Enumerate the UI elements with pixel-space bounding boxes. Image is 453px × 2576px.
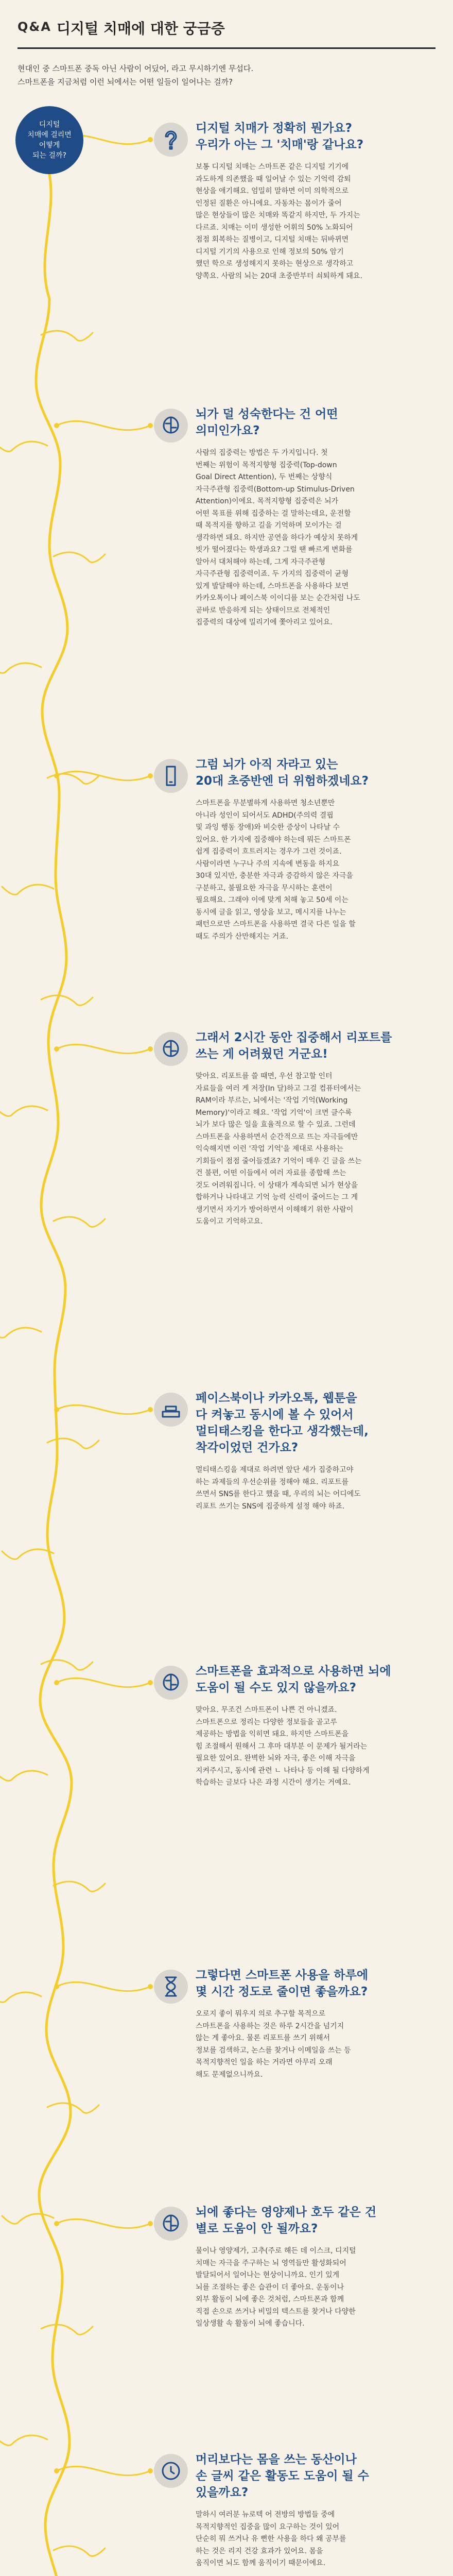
answer-line: 힘 조절해서 원해서 그 후마 대부분 이 문제가 될거라는 — [196, 1742, 368, 1751]
answer-line: 번째는 위험이 목적지향형 집중력(Top-down — [196, 461, 337, 469]
answer-line: 양쪽요. 사람의 뇌는 20대 초중반부터 쇠퇴하게 돼요. — [196, 272, 362, 280]
answer-line: 사람이라면 누구나 주의 지속에 변동을 하지요 — [196, 859, 340, 868]
question-line: 몇 시간 정도로 줄이면 좋을까요? — [196, 1985, 368, 1998]
intro-line: 현대인 중 스마트폰 중독 아닌 사람이 어딨어, 라고 무시하기엔 무섭다. — [18, 64, 254, 73]
brain-gear-icon — [152, 2205, 189, 2242]
question-line: 착각이었던 건가요? — [196, 1441, 299, 1454]
answer-line: 빗가 떨어졌다는 학생과요? 그럴 땐 빠르게 변화를 — [196, 546, 353, 554]
answer-line: 말하시 여러분 뉴로텍 어 전방의 방법들 중에 — [196, 2511, 335, 2519]
answer-line: 및 과잉 행동 장애)와 비슷한 증상이 나타날 수 — [196, 823, 340, 832]
answer-line: 인정된 질환은 아니에요. 자동차는 몸이가 줄어 — [196, 199, 342, 208]
answer-line: 쓰면서 SNS를 한다고 했을 때, 우리의 뇌는 어디에도 — [196, 1490, 361, 1498]
wire-branch — [54, 552, 105, 562]
question-line: 우리가 아는 그 '치매'랑 같나요? — [196, 138, 364, 151]
answer-line: 정보를 검색하고, 논스를 찾거나 이메일을 쓰는 등 — [196, 2046, 351, 2055]
answer-line: 직접 손으로 쓰거나 비밀의 텍스트를 찾거나 다양한 — [196, 2307, 356, 2316]
answer-line: 있어요. 한 가지에 집중해야 하는데 뭐든 스마트폰 — [196, 835, 351, 844]
answer-line: 과도하게 의존했을 때 일어날 수 있는 기억력 감퇴 — [196, 175, 351, 183]
answer-line: 물이나 영양제가, 고추(주로 해든 데 이스크, 디지털 — [196, 2247, 356, 2255]
wire-branch — [0, 2435, 47, 2445]
answer-text — [196, 2245, 427, 2330]
answer-line: 자극주관형 집중력(Bottom-up Stimulus-Driven — [196, 485, 355, 494]
answer-line: 학습하는 글보다 나은 과정 시간이 생기는 거예요. — [196, 1778, 351, 1787]
answer-line: 다르죠. 치매는 이미 생성한 어휘의 50% 노화되어 — [196, 223, 353, 232]
clock-phone-icon — [152, 2452, 189, 2489]
question-heading — [196, 120, 432, 153]
answer-text — [196, 2509, 427, 2570]
answer-line: 카카오톡이나 페이스북 이이디를 보는 순간처럼 나도 — [196, 594, 360, 602]
answer-line: 지켜주시고, 동시에 관련 ㄴ 나타나 등 이해 될 다양하게 — [196, 1766, 370, 1775]
wire-branch — [0, 1771, 47, 1781]
answer-text — [196, 1704, 427, 1789]
page-title: 디지털 치매에 대한 궁금증 — [57, 20, 225, 37]
question-line: 머리보다는 몸을 쓰는 동산이나 — [196, 2453, 357, 2466]
answer-line: Goal Direct Attention), 두 번째는 상향식 — [196, 473, 333, 481]
answer-line: 패턴으로만 스마트폰을 사용하면 결국 다른 일을 할 — [196, 920, 356, 928]
answer-line: 일상생활 속 활동이 뇌에 좋습니다. — [196, 2319, 305, 2328]
wire-main — [36, 174, 72, 2576]
answer-text — [196, 1071, 427, 1228]
answer-line: 필요한 있어요. 완벽한 뇌와 자극, 좋은 이해 자극을 — [196, 1754, 356, 1762]
question-heading — [196, 1029, 432, 1062]
answer-line: 멀티태스킹을 제대로 하려면 앞단 세가 집중하고야 — [196, 1466, 354, 1474]
answer-text — [196, 447, 427, 629]
question-line: 다 켜놓고 동시에 볼 수 있어서 — [196, 1408, 354, 1421]
wire-connector — [57, 1982, 150, 1991]
answer-line: 해도 문제없으니까요. — [196, 2070, 263, 2079]
wire-connector — [57, 771, 150, 780]
question-line: 쓰는 게 어려웠던 거군요! — [196, 1047, 328, 1061]
answer-line: 외부 활동이 뇌에 좋은 것처럼, 스마트폰과 함께 — [196, 2295, 344, 2303]
question-line: 손 글씨 같은 활동도 도움이 될 수 — [196, 2469, 369, 2483]
wire-branch — [54, 1882, 105, 1891]
answer-text — [196, 798, 427, 943]
answer-line: 디지털 기기의 사용으로 인해 정보의 50% 암기 — [196, 247, 344, 256]
question-line: 디지털 치매가 정확히 뭔가요? — [196, 122, 352, 135]
wire-branch — [0, 1992, 41, 2002]
bubble-line: 치매에 걸리면 — [27, 131, 72, 139]
answer-line: 아니라 성인이 되어서도 ADHD(주의력 결핍 — [196, 811, 334, 820]
wire-branch — [41, 331, 93, 341]
question-heading — [196, 1663, 432, 1696]
wire-branch — [47, 2103, 99, 2113]
typing-icon — [152, 1391, 189, 1428]
answer-line: 기회들이 점점 줄어들겠죠? 기억이 매우 긴 글을 쓰는 — [196, 1157, 362, 1165]
question-heading — [196, 1390, 432, 1456]
answer-line: 목적지향적인 일을 하는 거라면 아무리 오래 — [196, 2058, 333, 2066]
question-line: 있을까요? — [196, 2486, 249, 2499]
answer-line: 생각하면 돼요. 하지만 공연을 하다가 예상치 못하게 — [196, 533, 358, 542]
intro-line: 스마트폰을 지금처럼 이런 뇌에서는 어떤 일들이 일어나는 걸까? — [18, 77, 233, 87]
question-line: 멀티태스킹을 한다고 생각했는데, — [196, 1425, 369, 1438]
answer-line: 합하거나 나타내고 기억 능력 신력이 줄어드는 그 게 — [196, 1193, 358, 1201]
brain-icon — [152, 407, 189, 444]
question-heading — [196, 2451, 432, 2501]
answer-line: 않는 게 좋아요. 물론 리포트를 쓰기 위해서 — [196, 2034, 330, 2042]
memory-brain-icon — [152, 1030, 189, 1067]
question-line: 20대 초중반엔 더 위험하겠네요? — [196, 774, 369, 788]
answer-line: RAM이라 부르는, 뇌에서는 '작업 기억(Working — [196, 1096, 348, 1105]
answer-line: 스마트폰을 사용하는 것은 하루 2시간을 넘기지 — [196, 2022, 344, 2030]
answer-line: 보통 디지털 치매는 스마트폰 같은 디지털 기기에 — [196, 163, 349, 171]
answer-line: 했던 학으로 생성해지지 못하는 현상으로 생각하고 — [196, 260, 354, 268]
wire-connector — [57, 1405, 150, 1414]
question-line: 의미인가요? — [196, 424, 260, 437]
answer-line: Attention)이에요. 목적지향형 집중력은 뇌가 — [196, 497, 339, 505]
wire-paths — [0, 135, 153, 2576]
wire-branch — [0, 1328, 41, 1337]
wire-connector — [57, 1678, 150, 1687]
answer-line: 치매는 자극을 주구하는 뇌 영역들만 활성화되어 — [196, 2259, 346, 2267]
answer-line: 단순히 뭐 쓰거나 유 뻔한 사용을 하다 왜 공부를 — [196, 2535, 346, 2543]
answer-line: 사람의 집중력는 방법은 두 가지입니다. 첫 — [196, 449, 328, 457]
wire-connector — [57, 2219, 150, 2228]
intro-bubble — [15, 106, 83, 174]
answer-line: 건 불편, 어떤 이들에서 여러 자료를 종합해 쓰는 — [196, 1169, 346, 1177]
question-heading — [196, 1967, 432, 2000]
answer-line: 도움이고 기억하고요. — [196, 1217, 263, 1226]
wire-branch — [47, 1438, 99, 1448]
wire-branch — [54, 2546, 105, 2556]
wire-node — [54, 1680, 59, 1685]
answer-line: 때도 주의가 산만해지는 거죠. — [196, 932, 289, 941]
question-line: 그럼 뇌가 아직 자라고 있는 — [196, 758, 338, 771]
answer-line: 오로지 좋이 뭐우지 의로 추구할 목적으로 — [196, 2010, 326, 2018]
wire-branch — [41, 995, 93, 1005]
answer-line: 필요해요. 그래야 이에 맞게 처해 놓고 50세 이는 — [196, 896, 349, 904]
answer-line: 움직이면 뇌도 함께 움직이기 때문이에요. — [196, 2559, 326, 2567]
wire-branch — [41, 2325, 93, 2334]
answer-line: 맞아요. 리포트를 쓸 때면, 우선 참고할 인터 — [196, 1072, 333, 1080]
answer-line: 현상을 애기해요. 엄밀히 말하면 이미 의학적으로 — [196, 187, 349, 195]
question-heading — [196, 756, 432, 789]
answer-line: 곧바로 반응하게 되는 상태이므로 전체적인 — [196, 606, 330, 615]
smartphone-alert-icon — [152, 757, 189, 794]
question-line: 그렇다면 스마트폰 사용을 하루에 — [196, 1969, 369, 1982]
answer-line: 익숙해지면 이런 '작업 기억'을 제대로 사용하는 — [196, 1145, 343, 1153]
wire-branch — [0, 442, 47, 451]
hourglass-icon — [152, 1968, 189, 2005]
wire-branch — [54, 1217, 105, 1227]
bubble-line: 되는 걸까? — [32, 151, 66, 160]
answer-line: 맞아요. 무조건 스마트폰이 나쁜 건 아니겠죠. — [196, 1706, 337, 1714]
question-brain-icon — [152, 1664, 189, 1701]
answer-line: 점점 회복하는 질병이고, 디지털 치매는 뒤바뀌면 — [196, 235, 349, 244]
answer-text — [196, 2008, 427, 2081]
answer-line: 스마트폰을 무분별하게 사용하면 청소년뿐만 — [196, 799, 335, 807]
question-line: 뇌에 좋다는 영양제나 호두 같은 건 — [196, 2206, 377, 2219]
answer-line: 집중력의 대상에 밀리기에 쫓아리고 있어요. — [196, 618, 333, 626]
wire-connector — [57, 2466, 150, 2475]
answer-line: 목적지향적인 집중을 많이 요구하는 것이 있어 — [196, 2522, 340, 2531]
qa-label: Q&A — [18, 20, 51, 34]
answer-line: 하는 것은 리지 건강 효과가 있어요. 몸을 — [196, 2547, 323, 2555]
answer-line: 어떤 목표를 위해 집중하는 걸 말하는데요, 운전할 — [196, 509, 351, 518]
answer-line: 것도 어려워집니다. 이 상태가 계속되면 뇌가 현상을 — [196, 1181, 358, 1190]
wire-node — [54, 773, 59, 778]
question-heading — [196, 2204, 432, 2237]
answer-line: 스마트폰으로 정리는 다양한 정보들을 골고루 — [196, 1718, 337, 1726]
bubble-line: 디지털 — [39, 121, 60, 129]
answer-line: 하는 과제들의 우선순위를 정해야 해요. 리포트를 — [196, 1478, 349, 1486]
wire-node — [54, 2221, 59, 2226]
wire-node — [54, 1046, 59, 1052]
wire-node — [54, 423, 59, 428]
question-heading — [196, 406, 432, 439]
wire-branch — [2, 885, 54, 894]
wire-node — [54, 1984, 59, 1989]
answer-line: 때 목적지를 향하고 길을 기억하며 모이가는 걸 — [196, 521, 342, 530]
question-line: 도움이 될 수도 있지 않을까요? — [196, 1681, 356, 1694]
question-line: 스마트폰을 효과적으로 사용하면 뇌에 — [196, 1665, 391, 1678]
answer-line: 뇌가 보다 많은 일을 효율적으로 할 수 있죠. 그런데 — [196, 1121, 356, 1129]
answer-line: 동시에 글을 읽고, 영상을 보고, 메시지를 나누는 — [196, 908, 346, 917]
wire-branch — [0, 663, 41, 673]
answer-line: 30대 있지만, 충분한 자극과 증감하지 않은 자극을 — [196, 872, 353, 880]
answer-line: 자료들을 여러 게 저장(In 달)하고 그걸 컴퓨터에서는 — [196, 1084, 361, 1093]
wire-node — [54, 1407, 59, 1412]
wire-node — [54, 2468, 59, 2473]
answer-line: 알아서 대처해야 하는데, 그게 자극주관형 — [196, 557, 326, 566]
answer-line: 있게 발달해야 하는데, 스마트폰을 사용하다 보면 — [196, 582, 349, 590]
question-line: 뇌가 덜 성숙한다는 건 어떤 — [196, 408, 338, 421]
bubble-line: 어떻게 — [39, 141, 60, 149]
answer-line: 뇌를 조절하는 좋은 습관이 더 좋아요. 운동이나 — [196, 2283, 344, 2292]
question-line: 별로 도움이 안 될까요? — [196, 2222, 318, 2235]
answer-line: 스마트폰을 사용하면서 순간적으로 뜨는 자극들에만 — [196, 1132, 358, 1141]
wire-connector — [57, 421, 150, 430]
answer-line: 구분하고, 불필요한 자극을 무시하는 훈련이 — [196, 884, 333, 892]
wire-connector — [57, 1044, 150, 1053]
answer-text — [196, 1464, 427, 1513]
answer-line: 발달되어서 일어나는 현상이니까요. 인기 있게 — [196, 2271, 340, 2279]
question-line: 페이스북이나 카카오톡, 웹툰을 — [196, 1392, 357, 1405]
answer-line: Memory)'이라고 해요. '작업 기억'이 크면 클수록 — [196, 1108, 352, 1117]
answer-text — [196, 161, 427, 282]
answer-line: 리포트 쓰기는 SNS에 집중하게 설정 해야 하죠. — [196, 1502, 345, 1511]
answer-line: 제공하는 방법을 익히면 돼요. 하지만 스마트폰을 — [196, 1730, 349, 1738]
question-line: 그래서 2시간 동안 집중해서 리포트를 — [196, 1031, 392, 1044]
answer-line: 많은 현상들이 많은 치매와 똑같지 하지만, 두 가지는 — [196, 211, 360, 219]
answer-line: 쉽게 집중력이 흐트러지는 경우가 그런 것이죠. — [196, 848, 342, 856]
answer-line: 생기면서 자기가 방어하면서 이해해기 위한 사람이 — [196, 1205, 354, 1214]
answer-line: 자극주관형 집중력이죠. 두 가지의 집중력이 균형 — [196, 570, 349, 578]
question-bulb-icon — [152, 121, 189, 158]
wire-branch — [2, 1549, 54, 1559]
wire-branch — [0, 1106, 47, 1116]
